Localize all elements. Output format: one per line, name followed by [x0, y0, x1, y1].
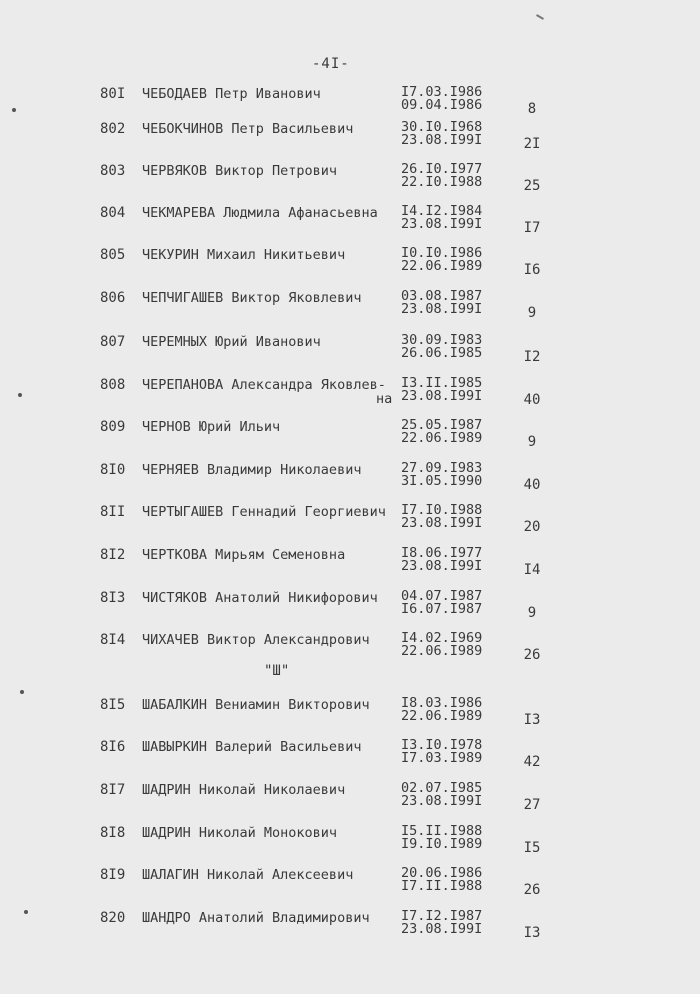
start-date: I8.03.I986 — [401, 695, 483, 711]
count-value: 42 — [523, 754, 541, 770]
entry-number: 803 — [100, 163, 126, 179]
person-name: ЧЕРЕМНЫХ Юрий Иванович — [142, 334, 321, 350]
count-value: I4 — [523, 562, 541, 578]
date-range — [401, 247, 482, 273]
person-name: ЧИСТЯКОВ Анатолий Никифорович — [142, 590, 378, 606]
entry-number: 802 — [100, 121, 126, 137]
list-item — [0, 782, 700, 822]
list-item — [0, 121, 700, 161]
start-date: 20.06.I986 — [401, 865, 483, 881]
start-date: 04.07.I987 — [401, 588, 483, 604]
person-name: ЧЕРТЫГАШЕВ Геннадий Георгиевич — [142, 504, 386, 520]
list-item — [0, 290, 700, 330]
end-date: 23.08.I99I — [401, 921, 483, 937]
entry-number: 8I0 — [100, 462, 126, 478]
list-item — [0, 825, 700, 865]
list-item — [0, 86, 700, 126]
start-date: 25.05.I987 — [401, 417, 483, 433]
count-value: 9 — [527, 434, 537, 450]
entry-number: 806 — [100, 290, 126, 306]
person-name: ЧЕРНЯЕВ Владимир Николаевич — [142, 462, 362, 478]
date-range — [401, 910, 482, 936]
date-range — [401, 334, 482, 360]
entry-number: 80I — [100, 86, 126, 102]
page-number: -4I- — [312, 56, 350, 72]
start-date: 03.08.I987 — [401, 288, 483, 304]
person-name: ЧИХАЧЕВ Виктор Александрович — [142, 632, 370, 648]
start-date: 30.I0.I968 — [401, 119, 483, 135]
entry-number: 8I2 — [100, 547, 126, 563]
end-date: 22.06.I989 — [401, 708, 483, 724]
date-range — [401, 504, 482, 530]
count-value: 20 — [523, 519, 541, 535]
person-name: ЧЕРВЯКОВ Виктор Петрович — [142, 163, 338, 179]
list-item — [0, 590, 700, 630]
count-value: I3 — [523, 712, 541, 728]
count-value: I7 — [523, 220, 541, 236]
end-date: 22.06.I989 — [401, 430, 483, 446]
end-date: 22.06.I989 — [401, 258, 483, 274]
list-item — [0, 247, 700, 287]
entry-number: 8I3 — [100, 590, 126, 606]
person-name: ЧЕКМАРЕВА Людмила Афанасьевна — [142, 205, 378, 221]
date-range — [401, 867, 482, 893]
person-name: ШАНДРО Анатолий Владимирович — [142, 910, 370, 926]
count-value: I6 — [523, 262, 541, 278]
date-range — [401, 697, 482, 723]
count-value: 9 — [527, 605, 537, 621]
list-item — [0, 419, 700, 459]
end-date: 23.08.I99I — [401, 515, 483, 531]
list-item — [0, 697, 700, 737]
date-range — [401, 782, 482, 808]
end-date: 23.08.I99I — [401, 216, 483, 232]
list-item — [0, 377, 700, 417]
list-item — [0, 163, 700, 203]
count-value: I5 — [523, 840, 541, 856]
entry-number: 805 — [100, 247, 126, 263]
person-name: ЧЕБОКЧИНОВ Петр Васильевич — [142, 121, 354, 137]
count-value: 40 — [523, 392, 541, 408]
entry-number: 8I7 — [100, 782, 126, 798]
section-letter: "Ш" — [264, 663, 290, 679]
end-date: 22.I0.I988 — [401, 174, 483, 190]
person-name: ЧЕКУРИН Михаил Никитьевич — [142, 247, 346, 263]
entry-number: 804 — [100, 205, 126, 221]
date-range — [401, 825, 482, 851]
count-value: 40 — [523, 477, 541, 493]
entry-number: 8I8 — [100, 825, 126, 841]
person-name-continuation: на — [376, 391, 393, 407]
list-item — [0, 205, 700, 245]
person-name: ШАВЫРКИН Валерий Васильевич — [142, 739, 362, 755]
count-value: I3 — [523, 925, 541, 941]
start-date: 30.09.I983 — [401, 332, 483, 348]
start-date: I7.03.I986 — [401, 84, 483, 100]
start-date: I7.I0.I988 — [401, 502, 483, 518]
person-name: ЧЕПЧИГАШЕВ Виктор Яковлевич — [142, 290, 362, 306]
start-date: I3.II.I985 — [401, 375, 483, 391]
end-date: 23.08.I99I — [401, 388, 483, 404]
end-date: 23.08.I99I — [401, 558, 483, 574]
date-range — [401, 632, 482, 658]
start-date: I4.02.I969 — [401, 630, 483, 646]
entry-number: 8I6 — [100, 739, 126, 755]
person-name: ШАДРИН Николай Николаевич — [142, 782, 346, 798]
count-value: 26 — [523, 647, 541, 663]
start-date: I7.I2.I987 — [401, 908, 483, 924]
end-date: 23.08.I99I — [401, 793, 483, 809]
end-date: I9.I0.I989 — [401, 836, 483, 852]
start-date: I8.06.I977 — [401, 545, 483, 561]
entry-number: 8I9 — [100, 867, 126, 883]
person-name: ШАБАЛКИН Вениамин Викторович — [142, 697, 370, 713]
count-value: 9 — [527, 305, 537, 321]
list-item — [0, 462, 700, 502]
end-date: 09.04.I986 — [401, 97, 483, 113]
person-name: ЧЕРНОВ Юрий Ильич — [142, 419, 281, 435]
entry-number: 809 — [100, 419, 126, 435]
person-name: ШАЛАГИН Николай Алексеевич — [142, 867, 354, 883]
date-range — [401, 419, 482, 445]
end-date: 23.08.I99I — [401, 132, 483, 148]
list-item — [0, 632, 700, 672]
count-value: I2 — [523, 349, 541, 365]
start-date: I3.I0.I978 — [401, 737, 483, 753]
start-date: I5.II.I988 — [401, 823, 483, 839]
binding-hole — [20, 690, 24, 694]
person-name: ЧЕРЕПАНОВА Александра Яковлев- — [142, 377, 386, 393]
start-date: I4.I2.I984 — [401, 203, 483, 219]
start-date: 27.09.I983 — [401, 460, 483, 476]
date-range — [401, 86, 482, 112]
entry-number: 808 — [100, 377, 126, 393]
count-value: 2I — [523, 136, 541, 152]
start-date: I0.I0.I986 — [401, 245, 483, 261]
end-date: 26.06.I985 — [401, 345, 483, 361]
count-value: 25 — [523, 178, 541, 194]
entry-number: 8I4 — [100, 632, 126, 648]
list-item — [0, 504, 700, 544]
entry-number: 8I5 — [100, 697, 126, 713]
count-value: 27 — [523, 797, 541, 813]
count-value: 26 — [523, 882, 541, 898]
date-range — [401, 547, 482, 573]
entry-number: 820 — [100, 910, 126, 926]
date-range — [401, 462, 482, 488]
list-item — [0, 910, 700, 950]
corner-mark — [536, 14, 544, 20]
entry-number: 8II — [100, 504, 126, 520]
list-item — [0, 547, 700, 587]
end-date: I7.03.I989 — [401, 750, 483, 766]
date-range — [401, 163, 482, 189]
start-date: 02.07.I985 — [401, 780, 483, 796]
list-item — [0, 334, 700, 374]
end-date: I7.II.I988 — [401, 878, 483, 894]
list-item — [0, 867, 700, 907]
date-range — [401, 739, 482, 765]
entry-number: 807 — [100, 334, 126, 350]
person-name: ЧЕРТКОВА Мирьям Семеновна — [142, 547, 346, 563]
date-range — [401, 205, 482, 231]
list-item — [0, 739, 700, 779]
end-date: I6.07.I987 — [401, 601, 483, 617]
count-value: 8 — [527, 101, 537, 117]
date-range — [401, 121, 482, 147]
person-name: ЧЕБОДАЕВ Петр Иванович — [142, 86, 321, 102]
date-range — [401, 290, 482, 316]
start-date: 26.I0.I977 — [401, 161, 483, 177]
date-range — [401, 377, 482, 403]
end-date: 22.06.I989 — [401, 643, 483, 659]
end-date: 23.08.I99I — [401, 301, 483, 317]
person-name: ШАДРИН Николай Монокович — [142, 825, 338, 841]
date-range — [401, 590, 482, 616]
end-date: 3I.05.I990 — [401, 473, 483, 489]
